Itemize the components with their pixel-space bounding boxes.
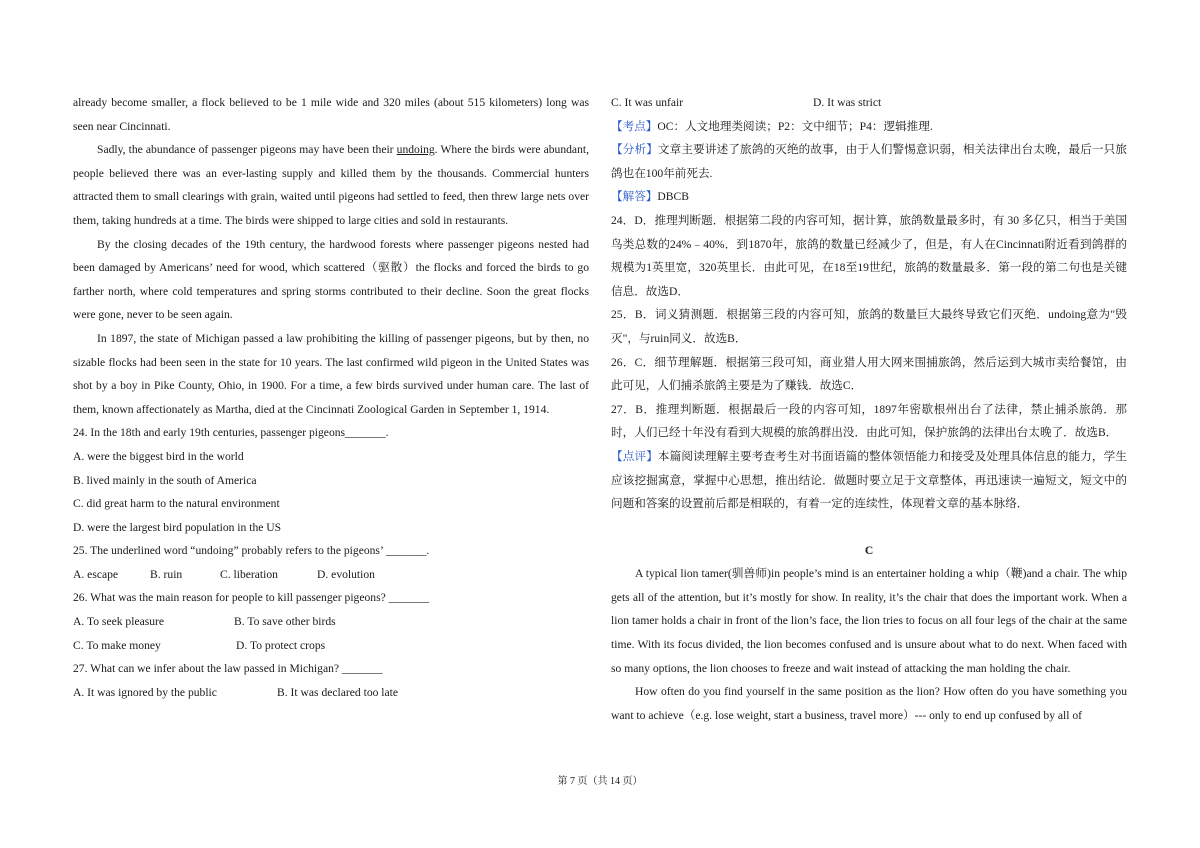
option-26d: D. To protect crops — [236, 638, 326, 652]
paragraph-text: Sadly, the abundance of passenger pigeons may have been their — [97, 143, 397, 157]
option-27d: D. It was strict — [813, 96, 882, 109]
dianping-tag: 【点评】 — [611, 449, 658, 463]
option-26a: A. To seek pleasure — [73, 615, 165, 629]
option-25b: B. ruin — [150, 567, 183, 581]
answer-25: 25．B．词义猜测题．根据第三段的内容可知，旅鸽的数量巨大最终导致它们灭绝．undoing意为"毁灭"，与ruin同义．故选B． — [611, 308, 1127, 345]
fenxi-tag: 【分析】 — [611, 143, 658, 157]
option-27b: B. It was declared too late — [277, 685, 399, 699]
option-24b: B. lived mainly in the south of America — [73, 473, 257, 487]
options-25 — [73, 563, 589, 587]
kaodian-tag: 【考点】 — [611, 119, 658, 133]
question-27: 27. What can we infer about the law passed in Michigan? _______ — [73, 662, 383, 676]
options-27-row2 — [611, 91, 1127, 115]
c-paragraph-2: How often do you find yourself in the same position as the lion? How often do you have something you want to achieve（e.g. lose weight, start a business, travel more）--- only to end up confused by all of — [611, 685, 1127, 722]
jieda-section — [611, 185, 1127, 209]
passage-paragraph-1: already become smaller, a flock believed to be 1 mile wide and 320 miles (about 515 kilometers) long was seen near Cincinnati. — [73, 96, 589, 133]
section-heading-c: C — [864, 543, 874, 557]
option-25c: C. liberation — [220, 567, 278, 581]
options-26-row2 — [73, 634, 589, 658]
passage-paragraph-2 — [73, 138, 589, 232]
kaodian-section — [611, 115, 1127, 139]
question-25: 25. The underlined word “undoing” probably refers to the pigeons’ _______. — [73, 544, 430, 558]
paragraph-text: . Where the birds were abundant, people believed there was an ever-lasting supply and killed them by the thousands. Commercial hunters attracted them to small clearings with grain, waited until pigeons had settled to feed, then threw large nets over them, taking hundreds at a time. The birds were shipped to large cities and sold in restaurants. — [73, 143, 589, 227]
option-25d: D. evolution — [317, 567, 375, 581]
passage-paragraph-3: By the closing decades of the 19th century, the hardwood forests where passenger pigeons nested had been damaged by Americans’ need for wood, which scattered（驱散）the flocks and forced the birds to go farther north, where cold temperatures and spring storms contributed to their decline. Soon the great flocks were gone, never to be seen again. — [73, 237, 589, 322]
options-26-row1 — [73, 610, 589, 634]
option-24c: C. did great harm to the natural environment — [73, 497, 280, 511]
option-24a: A. were the biggest bird in the world — [73, 449, 244, 463]
option-26b: B. To save other birds — [234, 615, 336, 629]
option-27a: A. It was ignored by the public — [73, 685, 217, 699]
question-24: 24. In the 18th and early 19th centuries, passenger pigeons_______. — [73, 426, 389, 440]
page-footer: 第 7 页（共 14 页） — [557, 776, 643, 787]
options-27-row1 — [73, 681, 589, 705]
question-26: 26. What was the main reason for people to kill passenger pigeons? _______ — [73, 591, 430, 605]
passage-paragraph-4: In 1897, the state of Michigan passed a law prohibiting the killing of passenger pigeons, but by then, no sizable flocks had been seen in the state for 10 years. The last confirmed wild pigeon in the United States was shot by a boy in Pike County, Ohio, in 1900. For a time, a few birds survived under human care. The last of them, known affectionately as Martha, died at the Cincinnati Zoological Garden in September 1, 1914. — [73, 331, 589, 416]
jieda-text: DBCB — [657, 190, 689, 204]
answer-26: 26．C．细节理解题．根据第三段可知，商业猎人用大网来围捕旅鸽，然后运到大城市卖给餐馆，由此可见，人们捕杀旅鸽主要是为了赚钱．故选C． — [611, 355, 1127, 393]
jieda-tag: 【解答】 — [611, 190, 658, 204]
option-24d: D. were the largest bird population in the US — [73, 520, 282, 534]
fenxi-section — [611, 138, 1127, 185]
left-column — [73, 91, 589, 704]
c-paragraph-1: A typical lion tamer(驯兽师)in people’s mind is an entertainer holding a whip（鞭)and a chair. The whip gets all of the attention, but it’s mostly for show. In reality, it’s the chair that does the important work. When a lion tamer holds a chair in front of the lion’s face, the lion tries to focus on all four legs of the chair at the same time. With its focus divided, the lion becomes confused and is unsure about what to do next. When faced with so many options, the lion chooses to freeze and wait instead of attacking the man holding the chair. — [611, 567, 1127, 675]
option-26c: C. To make money — [73, 638, 161, 652]
answer-24: 24．D．推理判断题．根据第二段的内容可知，据计算，旅鸽数量最多时，有 30 多亿只，相当于美国鸟类总数的24%﹣40%．到1870年，旅鸽的数量已经减少了，但是，有人在Cincinnati附近看到鸽群的规模为1英里宽，320英里长．由此可见，在18至19世纪，旅鸽的数量最多．第一段的第二句也是关键信息．故选D． — [611, 213, 1127, 298]
underlined-word: undoing — [396, 143, 435, 157]
kaodian-text: OC：人文地理类阅读；P2：文中细节；P4：逻辑推理. — [657, 119, 933, 133]
dianping-text: 本篇阅读理解主要考查考生对书面语篇的整体领悟能力和接受及处理具体信息的能力，学生应该挖掘寓意，掌握中心思想，推出结论．做题时要立足于文章整体，再迅速读一遍短文，短文中的问题和答案的设置前后都是相联的，有着一定的连续性，体现着文章的基本脉络． — [611, 449, 1127, 511]
fenxi-text: 文章主要讲述了旅鸽的灭绝的故事，由于人们警惕意识弱，相关法律出台太晚，最后一只旅鸽也在100年前死去. — [611, 143, 1127, 180]
dianping-section — [611, 445, 1127, 516]
option-27c: C. It was unfair — [611, 96, 684, 109]
option-25a: A. escape — [73, 567, 119, 581]
right-column — [611, 91, 1127, 727]
answer-27: 27．B．推理判断题．根据最后一段的内容可知，1897年密歇根州出台了法律，禁止捕杀旅鸽．那时，人们已经十年没有看到大规模的旅鸽群出没．由此可知，保护旅鸽的法律出台太晚了．故选B． — [611, 402, 1127, 440]
